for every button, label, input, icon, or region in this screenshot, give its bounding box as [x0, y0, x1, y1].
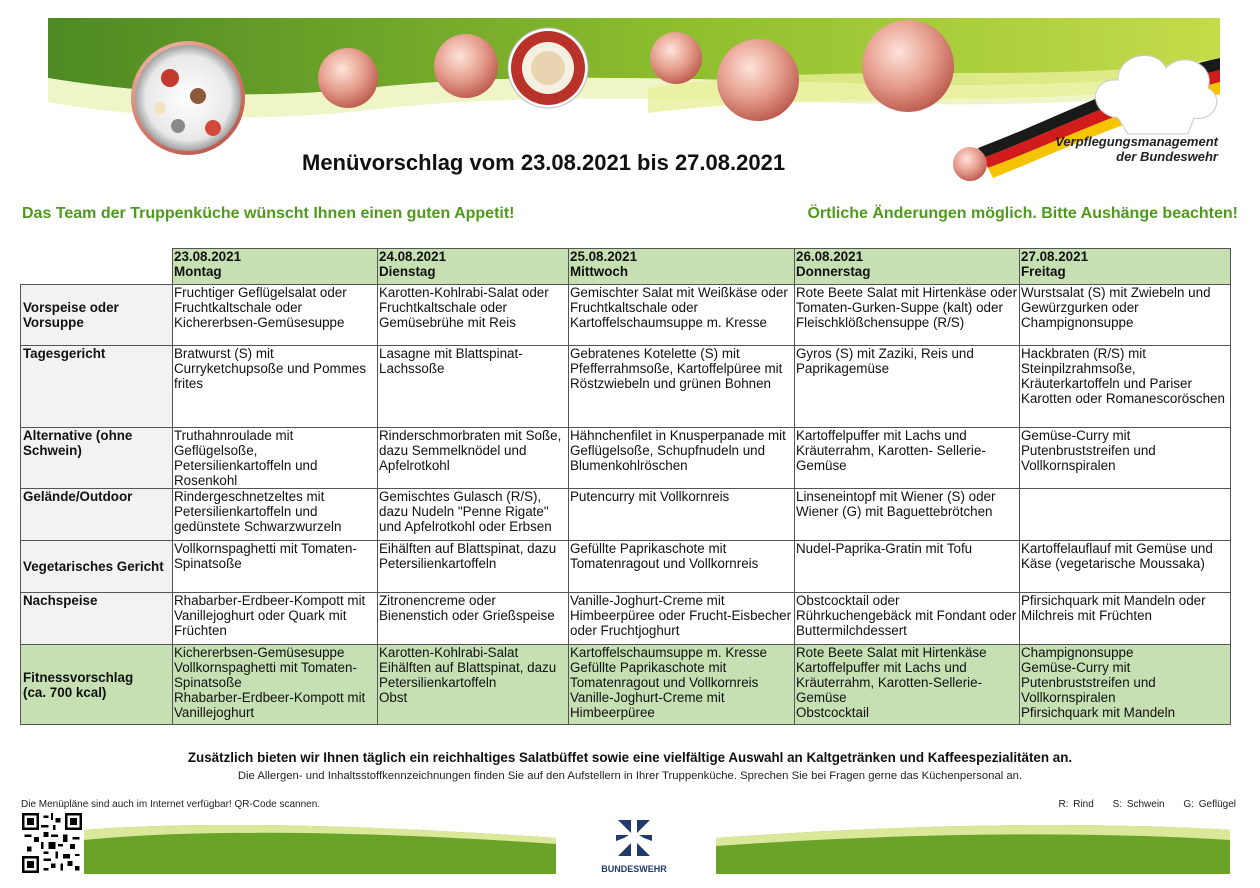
menu-cell: Obstcocktail oder Rührkuchengebäck mit Fondant oder Buttermilchdessert — [795, 593, 1020, 645]
menu-cell: Gefüllte Paprikaschote mit Tomatenragout und Vollkornreis — [569, 541, 795, 593]
menu-cell: Linseneintopf mit Wiener (S) oder Wiener (G) mit Baguettebrötchen — [795, 489, 1020, 541]
table-row-starter — [21, 285, 1231, 346]
row-label: Vorspeise oder Vorsuppe — [21, 285, 173, 346]
row-label — [21, 645, 173, 725]
online-note: Die Menüpläne sind auch im Internet verfügbar! QR-Code scannen. — [21, 799, 321, 810]
row-label: Gelände/Outdoor — [21, 489, 173, 541]
fitness-cell — [1020, 645, 1231, 725]
fitness-cell — [795, 645, 1020, 725]
table-header-row — [21, 249, 1231, 285]
menu-cell: Truthahnroulade mit Geflügelsoße, Petersilienkartoffeln und Rosenkohl — [173, 428, 378, 489]
table-row-dessert — [21, 593, 1231, 645]
menu-cell: Putencurry mit Vollkornreis — [569, 489, 795, 541]
fitness-item: Obst — [379, 690, 408, 705]
fitness-item: Eihälften auf Blattspinat, dazu Petersilienkartoffeln — [379, 660, 557, 690]
legend-poultry: G: Geflügel — [1183, 799, 1236, 810]
day-name: Donnerstag — [796, 264, 871, 279]
day-date: 26.08.2021 — [796, 249, 864, 264]
organisation-line-1: Verpflegungsmanagement — [1055, 134, 1218, 149]
menu-cell: Kartoffelauflauf mit Gemüse und Käse (vegetarische Moussaka) — [1020, 541, 1231, 593]
day-header-thursday — [795, 249, 1020, 285]
day-date: 27.08.2021 — [1021, 249, 1089, 264]
fitness-item: Karotten-Kohlrabi-Salat — [379, 645, 519, 660]
menu-cell: Eihälften auf Blattspinat, dazu Petersilienkartoffeln — [378, 541, 569, 593]
menu-cell: Fruchtiger Geflügelsalat oder Fruchtkaltschale oder Kichererbsen-Gemüsesuppe — [173, 285, 378, 346]
day-name: Montag — [174, 264, 222, 279]
row-label: Vegetarisches Gericht — [21, 541, 173, 593]
day-date: 25.08.2021 — [570, 249, 638, 264]
fitness-label-line-2: (ca. 700 kcal) — [23, 684, 107, 700]
table-corner-cell — [21, 249, 173, 285]
menu-cell: Vollkornspaghetti mit Tomaten-Spinatsoße — [173, 541, 378, 593]
table-row-vegetarian — [21, 541, 1231, 593]
menu-cell: Karotten-Kohlrabi-Salat oder Fruchtkaltschale oder Gemüsebrühe mit Reis — [378, 285, 569, 346]
footer-wave-left — [84, 812, 556, 874]
fitness-label-line-1: Fitnessvorschlag — [23, 669, 134, 685]
menu-cell: Gemüse-Curry mit Putenbruststreifen und Vollkornspiralen — [1020, 428, 1231, 489]
day-header-wednesday — [569, 249, 795, 285]
table-row-fitness — [21, 645, 1231, 725]
menu-cell: Gyros (S) mit Zaziki, Reis und Paprikagemüse — [795, 346, 1020, 428]
menu-cell: Pfirsichquark mit Mandeln oder Milchreis mit Früchten — [1020, 593, 1231, 645]
meat-legend — [1044, 799, 1236, 810]
table-row-main-dish — [21, 346, 1231, 428]
menu-cell: Hähnchenfilet in Knusperpanade mit Geflügelsoße, Schupfnudeln und Blumenkohlröschen — [569, 428, 795, 489]
fitness-item: Pfirsichquark mit Mandeln — [1021, 705, 1176, 720]
fitness-cell — [378, 645, 569, 725]
fitness-item: Kichererbsen-Gemüsesuppe — [174, 645, 345, 660]
menu-cell: Vanille-Joghurt-Creme mit Himbeerpüree oder Frucht-Eisbecher oder Fruchtjoghurt — [569, 593, 795, 645]
fitness-item: Gefüllte Paprikaschote mit Tomatenragout und Vollkornreis — [570, 660, 759, 690]
day-name: Dienstag — [379, 264, 436, 279]
footer-wave-right — [716, 812, 1230, 874]
menu-cell: Gemischter Salat mit Weißkäse oder Fruchtkaltschale oder Kartoffelschaumsuppe m. Kresse — [569, 285, 795, 346]
fitness-item: Vanille-Joghurt-Creme mit Himbeerpüree — [570, 690, 725, 720]
fitness-item: Kartoffelpuffer mit Lachs und Kräuterrahm, Karotten-Sellerie-Gemüse — [796, 660, 983, 705]
notice-text: Örtliche Änderungen möglich. Bitte Aushänge beachten! — [807, 205, 1238, 222]
menu-cell: Rhabarber-Erdbeer-Kompott mit Vanillejoghurt oder Quark mit Früchten — [173, 593, 378, 645]
fitness-item: Gemüse-Curry mit Putenbruststreifen und Vollkornspiralen — [1021, 660, 1156, 705]
bundeswehr-logo — [592, 812, 676, 878]
day-header-monday — [173, 249, 378, 285]
menu-cell: Lasagne mit Blattspinat-Lachssoße — [378, 346, 569, 428]
greeting-text: Das Team der Truppenküche wünscht Ihnen einen guten Appetit! — [22, 205, 515, 222]
menu-cell: Rote Beete Salat mit Hirtenkäse oder Tomaten-Gurken-Suppe (kalt) oder Fleischklößchensuppe (R/S) — [795, 285, 1020, 346]
fitness-item: Kartoffelschaumsuppe m. Kresse — [570, 645, 767, 660]
page-title: Menüvorschlag vom 23.08.2021 bis 27.08.2021 — [302, 150, 786, 175]
fitness-item: Champignonsuppe — [1021, 645, 1134, 660]
menu-cell: Gemischtes Gulasch (R/S), dazu Nudeln "Penne Rigate" und Apfelrotkohl oder Erbsen — [378, 489, 569, 541]
organisation-label — [1040, 134, 1218, 164]
menu-cell — [1020, 489, 1231, 541]
menu-cell: Nudel-Paprika-Gratin mit Tofu — [795, 541, 1020, 593]
day-header-tuesday — [378, 249, 569, 285]
legend-pork: S: Schwein — [1112, 799, 1165, 810]
qr-code-icon[interactable] — [22, 812, 82, 874]
menu-cell: Kartoffelpuffer mit Lachs und Kräuterrahm, Karotten- Sellerie-Gemüse — [795, 428, 1020, 489]
fitness-cell — [173, 645, 378, 725]
fitness-cell — [569, 645, 795, 725]
row-label: Nachspeise — [21, 593, 173, 645]
menu-cell: Wurstsalat (S) mit Zwiebeln und Gewürzgurken oder Champignonsuppe — [1020, 285, 1231, 346]
menu-cell: Gebratenes Kotelette (S) mit Pfefferrahmsoße, Kartoffelpüree mit Röstzwiebeln und grünen Bohnen — [569, 346, 795, 428]
fitness-item: Rhabarber-Erdbeer-Kompott mit Vanillejoghurt — [174, 690, 366, 720]
day-date: 24.08.2021 — [379, 249, 447, 264]
fitness-item: Obstcocktail — [796, 705, 869, 720]
menu-cell: Bratwurst (S) mit Curryketchupsoße und Pommes frites — [173, 346, 378, 428]
menu-cell: Rinderschmorbraten mit Soße, dazu Semmelknödel und Apfelrotkohl — [378, 428, 569, 489]
allergen-note: Die Allergen- und Inhaltsstoffkennzeichnungen finden Sie auf den Aufstellern in Ihrer Truppenküche. Sprechen Sie bei Fragen gerne das Küchenpersonal an. — [237, 770, 1023, 782]
day-date: 23.08.2021 — [174, 249, 242, 264]
table-row-outdoor — [21, 489, 1231, 541]
table-row-alternative — [21, 428, 1231, 489]
fitness-item: Vollkornspaghetti mit Tomaten-Spinatsoße — [174, 660, 357, 690]
salad-buffet-note: Zusätzlich bieten wir Ihnen täglich ein reichhaltiges Salatbüffet sowie eine vielfältige Auswahl an Kaltgetränken und Kaffeespezialitäten an. — [187, 750, 1073, 765]
fitness-item: Rote Beete Salat mit Hirtenkäse — [796, 645, 987, 660]
day-name: Freitag — [1021, 264, 1066, 279]
day-header-friday — [1020, 249, 1231, 285]
day-name: Mittwoch — [570, 264, 629, 279]
row-label: Tagesgericht — [21, 346, 173, 428]
menu-cell: Zitronencreme oder Bienenstich oder Grießspeise — [378, 593, 569, 645]
menu-cell: Rindergeschnetzeltes mit Petersilienkartoffeln und gedünstete Schwarzwurzeln — [173, 489, 378, 541]
bundeswehr-label: BUNDESWEHR — [601, 864, 667, 874]
menu-table — [20, 248, 1231, 725]
bundeswehr-cross-icon — [612, 816, 656, 860]
menu-cell: Hackbraten (R/S) mit Steinpilzrahmsoße, Kräuterkartoffeln und Pariser Karotten oder Romanescoröschen — [1020, 346, 1231, 428]
organisation-line-2: der Bundeswehr — [1116, 149, 1218, 164]
row-label: Alternative (ohne Schwein) — [21, 428, 173, 489]
legend-beef: R: Rind — [1058, 799, 1094, 810]
